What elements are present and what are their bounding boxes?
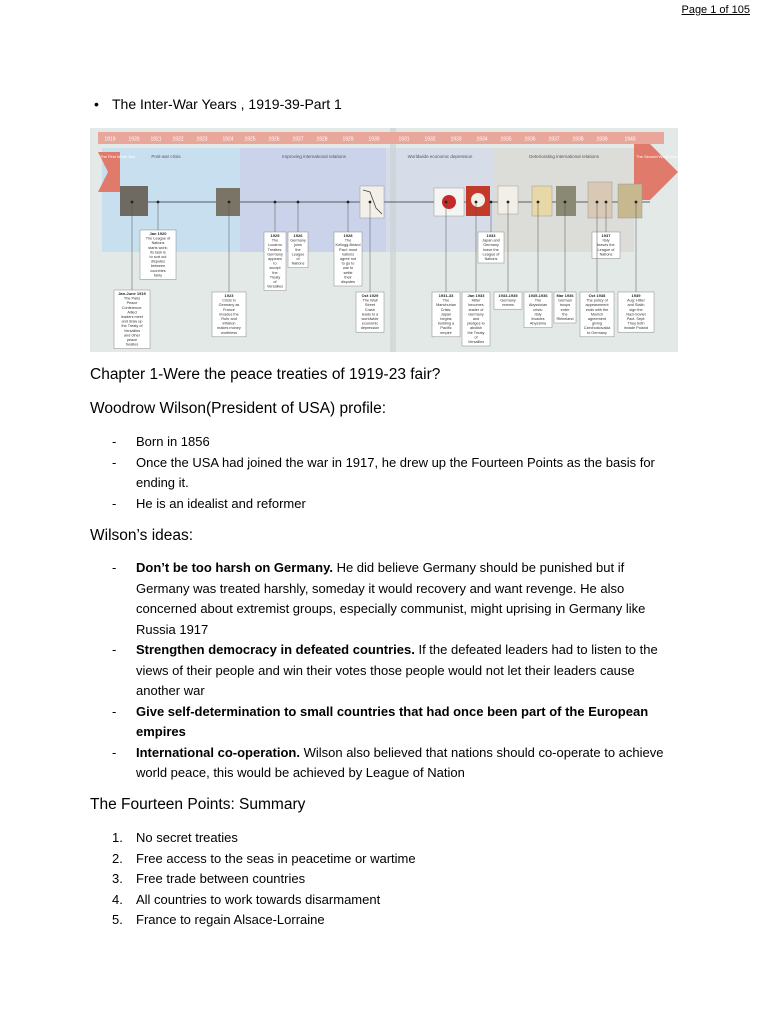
- event-text: rearms: [502, 303, 514, 308]
- dash-marker: -: [112, 495, 117, 511]
- event-text: the Treaty: [467, 330, 485, 335]
- event-text: League of: [482, 252, 500, 257]
- event-text: Abyssinian: [528, 303, 548, 308]
- timeline-figure: [90, 128, 678, 352]
- event-text: accept: [269, 266, 281, 271]
- timeline-dot: [605, 201, 608, 204]
- event-text: and draw up: [121, 319, 143, 324]
- year-label: 1931: [398, 136, 410, 143]
- list-item: [112, 828, 672, 849]
- event-text: nations: [341, 252, 355, 257]
- year-label: 1924: [222, 136, 234, 143]
- ideas-list: [112, 558, 672, 784]
- event-text: abolish: [469, 326, 483, 331]
- event-text: begins: [440, 317, 452, 321]
- event-text: League of: [597, 247, 615, 252]
- event-text: Nazi-Soviet: [626, 312, 646, 317]
- event-text: Italy: [534, 312, 542, 317]
- event-text: disputes: [150, 259, 166, 264]
- event-text: The: [534, 298, 542, 303]
- event-text: agreement: [587, 317, 607, 321]
- chapter-title: Chapter 1-Were the peace treaties of 1919-23 fair?: [90, 366, 441, 383]
- event-text: Hitler: [471, 298, 481, 303]
- list-item-text: Free trade between countries: [136, 871, 306, 886]
- timeline-dot: [369, 201, 372, 204]
- event-text: The policy of: [586, 298, 608, 303]
- event-text: sign the: [629, 307, 643, 312]
- event-text: of: [296, 257, 300, 261]
- timeline-dot: [445, 201, 448, 204]
- idea-text: If the defeated leaders had to listen to the views of their people and win their votes those people would not let their leaders cause another war: [136, 642, 658, 698]
- event-text: makes money: [217, 326, 241, 331]
- list-item-text: Once the USA had joined the war in 1917, he drew up the Fourteen Points as the basis for ending it.: [136, 454, 655, 490]
- event-text: Peace: [126, 301, 138, 306]
- year-label: 1923: [196, 136, 208, 143]
- event-text: to go to: [341, 261, 355, 266]
- event-text: fairly: [153, 273, 163, 278]
- title-bullet-text: The Inter-War Years , 1919-39-Part 1: [112, 96, 342, 112]
- event-text: inflation: [222, 321, 236, 326]
- event-text: The: [271, 238, 279, 243]
- dash-marker: -: [112, 434, 117, 449]
- event-text: invades the: [219, 312, 239, 317]
- list-number: 2.: [112, 850, 123, 866]
- list-item: [112, 890, 672, 911]
- year-label: 1919: [104, 136, 116, 143]
- event-text: and Stalin: [627, 303, 645, 308]
- event-text: Versailles: [467, 340, 485, 344]
- bullet-marker: •: [94, 96, 99, 112]
- list-item: [112, 640, 672, 702]
- event-text: leave the: [483, 247, 499, 252]
- list-item: [112, 494, 672, 515]
- event-text: starts work;: [148, 245, 168, 250]
- event-text: the: [562, 312, 568, 317]
- event-date: 1933-1935: [498, 293, 518, 298]
- event-text: their: [344, 275, 352, 280]
- picture-pact-cartoon: [618, 184, 642, 218]
- event-text: The League of: [145, 236, 171, 241]
- event-text: the: [272, 270, 278, 275]
- profile-list: [112, 432, 672, 514]
- list-item: [112, 702, 672, 743]
- nazi-flag-disc: [471, 193, 485, 207]
- event-text: becomes: [468, 303, 484, 308]
- event-text: and other: [123, 333, 141, 338]
- year-label: 1933: [450, 136, 462, 143]
- picture-poster: [532, 186, 552, 216]
- year-label: 1936: [524, 136, 536, 143]
- event-text: leader of: [468, 307, 484, 312]
- event-text: appears: [268, 257, 282, 261]
- idea-bold: International co-operation.: [136, 744, 300, 760]
- timeline-dot: [274, 201, 277, 204]
- event-text: Locarno: [268, 243, 282, 248]
- event-text: troops: [559, 303, 571, 308]
- event-text: The: [344, 238, 352, 243]
- list-item: [112, 743, 672, 784]
- event-text: leaves the: [597, 243, 615, 248]
- list-item: [112, 910, 672, 931]
- event-text: leads to a: [361, 312, 379, 317]
- event-text: between: [150, 264, 166, 269]
- event-text: Japan: [440, 312, 452, 317]
- event-text: appeasement: [585, 303, 609, 308]
- event-date: 1939: [631, 293, 641, 298]
- ideas-heading: Wilson’s ideas:: [90, 527, 194, 544]
- timeline-dot: [564, 201, 567, 204]
- event-date: 1925: [270, 233, 280, 238]
- page-fold-shadow: [390, 128, 396, 352]
- event-text: empire: [440, 330, 452, 335]
- event-text: League: [291, 252, 305, 257]
- event-text: Italy: [602, 238, 610, 243]
- year-label: 1928: [316, 136, 328, 143]
- event-text: Allied: [127, 310, 137, 315]
- event-text: Pacific: [440, 326, 452, 331]
- list-item: [112, 869, 672, 890]
- band-label-post-war: Post-war crisis: [151, 154, 181, 159]
- list-number: 1.: [112, 830, 123, 845]
- year-label: 1940: [624, 136, 636, 143]
- timeline-dot: [537, 201, 540, 204]
- event-text: joins: [294, 243, 302, 248]
- year-label: 1938: [572, 136, 584, 143]
- list-item-text: He is an idealist and reformer: [136, 495, 306, 511]
- list-item: [112, 849, 672, 870]
- timeline-dot: [475, 201, 478, 204]
- event-text: Abyssinia: [529, 321, 547, 326]
- points-list: [112, 828, 672, 931]
- event-text: worthless: [220, 330, 238, 335]
- event-text: Crisis:: [440, 307, 452, 312]
- points-heading: The Fourteen Points: Summary: [90, 796, 306, 813]
- event-text: the: [295, 247, 301, 252]
- event-text: countries: [150, 268, 166, 273]
- list-item-text: No secret treaties: [136, 830, 238, 845]
- event-text: The Wall: [362, 298, 378, 303]
- event-text: Japan and: [482, 238, 500, 243]
- timeline-dot: [490, 201, 493, 204]
- list-number: 3.: [112, 871, 123, 886]
- year-label: 1925: [244, 136, 256, 143]
- event-text: The Paris: [123, 296, 141, 301]
- year-label: 1927: [292, 136, 304, 143]
- dash-marker: -: [112, 642, 117, 657]
- event-date: 1937: [601, 233, 611, 238]
- event-text: invades: [531, 317, 545, 321]
- event-text: depression: [360, 326, 380, 331]
- event-text: Germany as: [218, 303, 240, 308]
- timeline-dot: [635, 201, 638, 204]
- event-text: to Germany: [587, 330, 607, 335]
- event-date: 1935-1936: [528, 293, 548, 298]
- band-label-depression: Worldwide economic depression: [407, 154, 473, 159]
- event-text: war to: [342, 266, 354, 271]
- event-date: Oct 1929: [361, 293, 379, 298]
- event-text: enter: [560, 307, 570, 312]
- event-text: peace: [126, 338, 138, 342]
- event-text: settle: [343, 270, 353, 275]
- event-date: 1928: [343, 233, 353, 238]
- event-text: Kellogg-Briand: [335, 243, 361, 248]
- event-text: invade Poland: [623, 326, 649, 331]
- event-date: 1923: [224, 293, 234, 298]
- event-text: Nations: [151, 241, 165, 246]
- event-date: 1926: [293, 233, 303, 238]
- event-text: Nations: [599, 252, 613, 257]
- event-date: Oct 1938: [588, 293, 606, 298]
- event-text: to: [273, 261, 277, 266]
- band-label-improving: Improving international relations: [282, 154, 346, 159]
- year-label: 1929: [342, 136, 354, 143]
- dash-marker: -: [112, 560, 117, 575]
- picture-rhineland: [556, 186, 576, 216]
- year-label: 1934: [476, 136, 488, 143]
- event-date: Mar 1936: [556, 293, 574, 298]
- idea-bold: Strengthen democracy in defeated countries.: [136, 642, 415, 657]
- dash-marker: -: [112, 454, 117, 470]
- event-text: Aug: Hitler: [627, 298, 645, 303]
- picture-peace-conference: [120, 186, 148, 216]
- event-text: worldwide: [361, 317, 379, 321]
- event-text: Munich: [590, 312, 604, 317]
- picture-munich: [588, 182, 612, 218]
- year-label: 1930: [368, 136, 380, 143]
- right-war-label: The Second World War: [636, 154, 678, 159]
- timeline-dot: [228, 201, 231, 204]
- list-number: 4.: [112, 891, 123, 907]
- japan-flag-sun: [442, 195, 456, 209]
- event-text: Versailles: [266, 284, 284, 289]
- event-text: Pact. Sept:: [626, 317, 646, 321]
- event-text: German: [558, 298, 572, 303]
- list-item-text: Born in 1856: [136, 434, 210, 449]
- event-text: of: [474, 335, 478, 340]
- event-text: and: [472, 317, 480, 321]
- year-label: 1921: [150, 136, 162, 143]
- event-text: building a: [437, 321, 455, 326]
- event-text: Rhineland: [556, 317, 574, 321]
- event-text: Crash: [364, 307, 376, 312]
- event-text: Manchurian: [436, 303, 456, 308]
- event-text: Germany: [483, 243, 499, 248]
- year-label: 1932: [424, 136, 436, 143]
- event-text: Treaty: [269, 275, 281, 280]
- event-text: The: [442, 298, 450, 303]
- event-date: Jan-June 1919: [118, 291, 146, 296]
- event-date: 1933: [486, 233, 496, 238]
- event-text: the Treaty of: [121, 324, 143, 329]
- event-text: economic: [361, 321, 379, 326]
- idea-text: Wilson also believed that nations should co-operate to achieve world peace, this would be achieved by League of Nation: [136, 744, 664, 780]
- event-text: Germany: [500, 298, 516, 303]
- event-date: Jan 1920: [149, 231, 167, 236]
- event-text: giving: [592, 321, 602, 326]
- timeline-dot: [596, 201, 599, 204]
- event-text: treaties: [125, 342, 139, 347]
- event-text: They both: [627, 321, 645, 326]
- list-item: [112, 453, 672, 494]
- event-text: pledges to: [467, 321, 485, 326]
- event-text: Versailles: [123, 328, 141, 333]
- event-text: of: [273, 280, 277, 284]
- timeline-svg: [90, 128, 678, 352]
- list-item: [112, 432, 672, 453]
- list-number: 5.: [112, 912, 123, 927]
- timeline-dot: [347, 201, 350, 204]
- idea-bold: Give self-determination to small countries that had once been part of the European empires: [136, 703, 649, 739]
- event-text: Ruhr and: [221, 317, 237, 321]
- left-war-label: The First World War: [100, 154, 136, 159]
- event-text: Germany: [290, 238, 306, 243]
- event-text: Nations: [291, 261, 305, 266]
- list-item-text: All countries to work towards disarmament: [136, 891, 381, 907]
- year-label: 1939: [596, 136, 608, 143]
- year-label: 1926: [268, 136, 280, 143]
- event-date: Jan 1933: [467, 293, 485, 298]
- event-text: Czechoslovakia: [583, 326, 611, 331]
- year-label: 1922: [172, 136, 184, 143]
- event-text: Germany: [468, 312, 484, 317]
- year-label: 1937: [548, 136, 560, 143]
- event-text: its task is: [150, 250, 166, 255]
- event-text: crisis:: [533, 307, 543, 312]
- year-label: 1920: [128, 136, 140, 143]
- event-text: Treaties.: [267, 247, 283, 252]
- title-bullet: [94, 96, 342, 112]
- timeline-dot: [157, 201, 160, 204]
- dash-marker: -: [112, 703, 117, 719]
- timeline-dot: [507, 201, 510, 204]
- idea-bold: Don’t be too harsh on Germany.: [136, 560, 333, 575]
- event-text: Pact: most: [339, 247, 357, 252]
- page-number: Page 1 of 105: [681, 4, 750, 16]
- list-item-text: Free access to the seas in peacetime or wartime: [136, 850, 416, 866]
- event-text: leaders meet: [121, 315, 143, 319]
- event-text: Street: [364, 303, 376, 308]
- year-label: 1935: [500, 136, 512, 143]
- event-date: 1931-33: [438, 293, 454, 298]
- idea-text: He did believe Germany should be punished but if Germany was treated harshly, someday it would recovery and want revenge. He also concerned about extremist groups, especially communist, might uprising in Germany like Russia 1917: [136, 560, 646, 637]
- event-text: Conference:: [121, 305, 143, 310]
- list-item-text: France to regain Alsace-Lorraine: [136, 912, 325, 927]
- timeline-dot: [297, 201, 300, 204]
- event-text: ends with the: [585, 307, 609, 312]
- dash-marker: -: [112, 744, 117, 760]
- event-text: France: [223, 307, 235, 312]
- event-text: Crisis in: [222, 298, 236, 303]
- event-text: Nations: [484, 257, 498, 261]
- band-label-deteriorating: Deteriorating international relations: [529, 154, 599, 159]
- event-text: agree not: [339, 257, 357, 261]
- event-text: Germany: [267, 252, 283, 257]
- event-text: to sort out: [149, 255, 167, 259]
- timeline-dot: [131, 201, 134, 204]
- list-item: [112, 558, 672, 640]
- profile-heading: Woodrow Wilson(President of USA) profile:: [90, 400, 387, 417]
- event-text: disputes: [340, 280, 356, 284]
- picture-wall-street-graph: [360, 186, 384, 218]
